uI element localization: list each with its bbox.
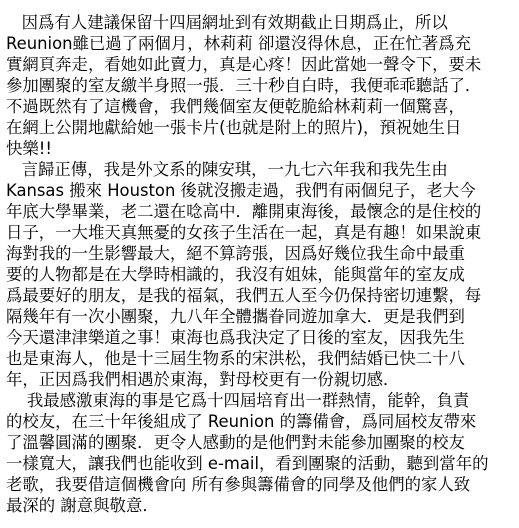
text-line: 最深的 謝意與敬意． <box>6 496 159 515</box>
text-line: 不過既然有了這機會，我們幾個室友便乾脆給林莉莉一個驚喜， <box>6 97 465 116</box>
text-line: Kansas 搬來 Houston 後就沒搬走過，我們有兩個兒子，老大今 <box>6 181 476 200</box>
text-line: 參加團聚的室友繳半身照一張．三十秒自白時，我便乖乖聽話了． <box>6 76 482 95</box>
text-line: 了溫馨圓滿的團聚．更令人感動的是他們對未能參加團聚的校友 <box>6 433 465 452</box>
text-line: 也是東海人，他是十三屆生物系的宋洪松，我們結婚已快二十八 <box>6 349 465 368</box>
text-line: 在網上公開地獻給她一張卡片(也就是附上的照片)，預祝她生日 <box>6 118 462 137</box>
text-line: Reunion雖已過了兩個月，林莉莉 卻還沒得休息，正在忙著爲充 <box>6 34 472 53</box>
text-line: 要的人物都是在大學時相識的，我沒有姐妹，能與當年的室友成 <box>6 265 465 284</box>
text-line: 年底大學畢業，老二還在唸高中．離開東海後，最懷念的是住校的 <box>6 202 482 221</box>
text-line: 我最感激東海的事是它爲十四屆培育出一群熱情，能幹，負責 <box>6 391 470 410</box>
text-line: 因爲有人建議保留十四屆網址到有效期截止日期爲止，所以 <box>6 13 448 32</box>
text-line: 快樂!! <box>6 139 52 158</box>
text-line: 爲最要好的朋友，是我的福氣，我們五人至今仍保持密切連繫，每 <box>6 286 482 305</box>
text-line: 一樣寬大，讓我們也能收到 e-mail，看到團聚的活動，聽到當年的 <box>6 454 489 473</box>
text-line: 的校友，在三十年後組成了 Reunion 的籌備會，爲同屆校友帶來 <box>6 412 477 431</box>
text-line: 海對我的一生影響最大，絕不算誇張，因爲好幾位我生命中最重 <box>6 244 465 263</box>
text-line: 日子，一大堆天真無憂的女孩子生活在一起，真是有趣！如果說東 <box>6 223 482 242</box>
text-line: 實網頁奔走，看她如此賣力，真是心疼！因此當她一聲令下，要未 <box>6 55 482 74</box>
text-line: 言歸正傳，我是外文系的陳安琪，一九七六年我和我先生由 <box>6 160 448 179</box>
text-line: 年，正因爲我們相遇於東海，對母校更有一份親切感． <box>6 370 400 389</box>
text-line: 今天還津津樂道之事！東海也爲我決定了日後的室友，因我先生 <box>6 328 465 347</box>
text-line: 老歌，我要借這個機會向 所有參與籌備會的同學及他們的家人致 <box>6 475 471 494</box>
text-line: 隔幾年有一次小團聚，九八年全體攜眷同遊加拿大．更是我們到 <box>6 307 465 326</box>
